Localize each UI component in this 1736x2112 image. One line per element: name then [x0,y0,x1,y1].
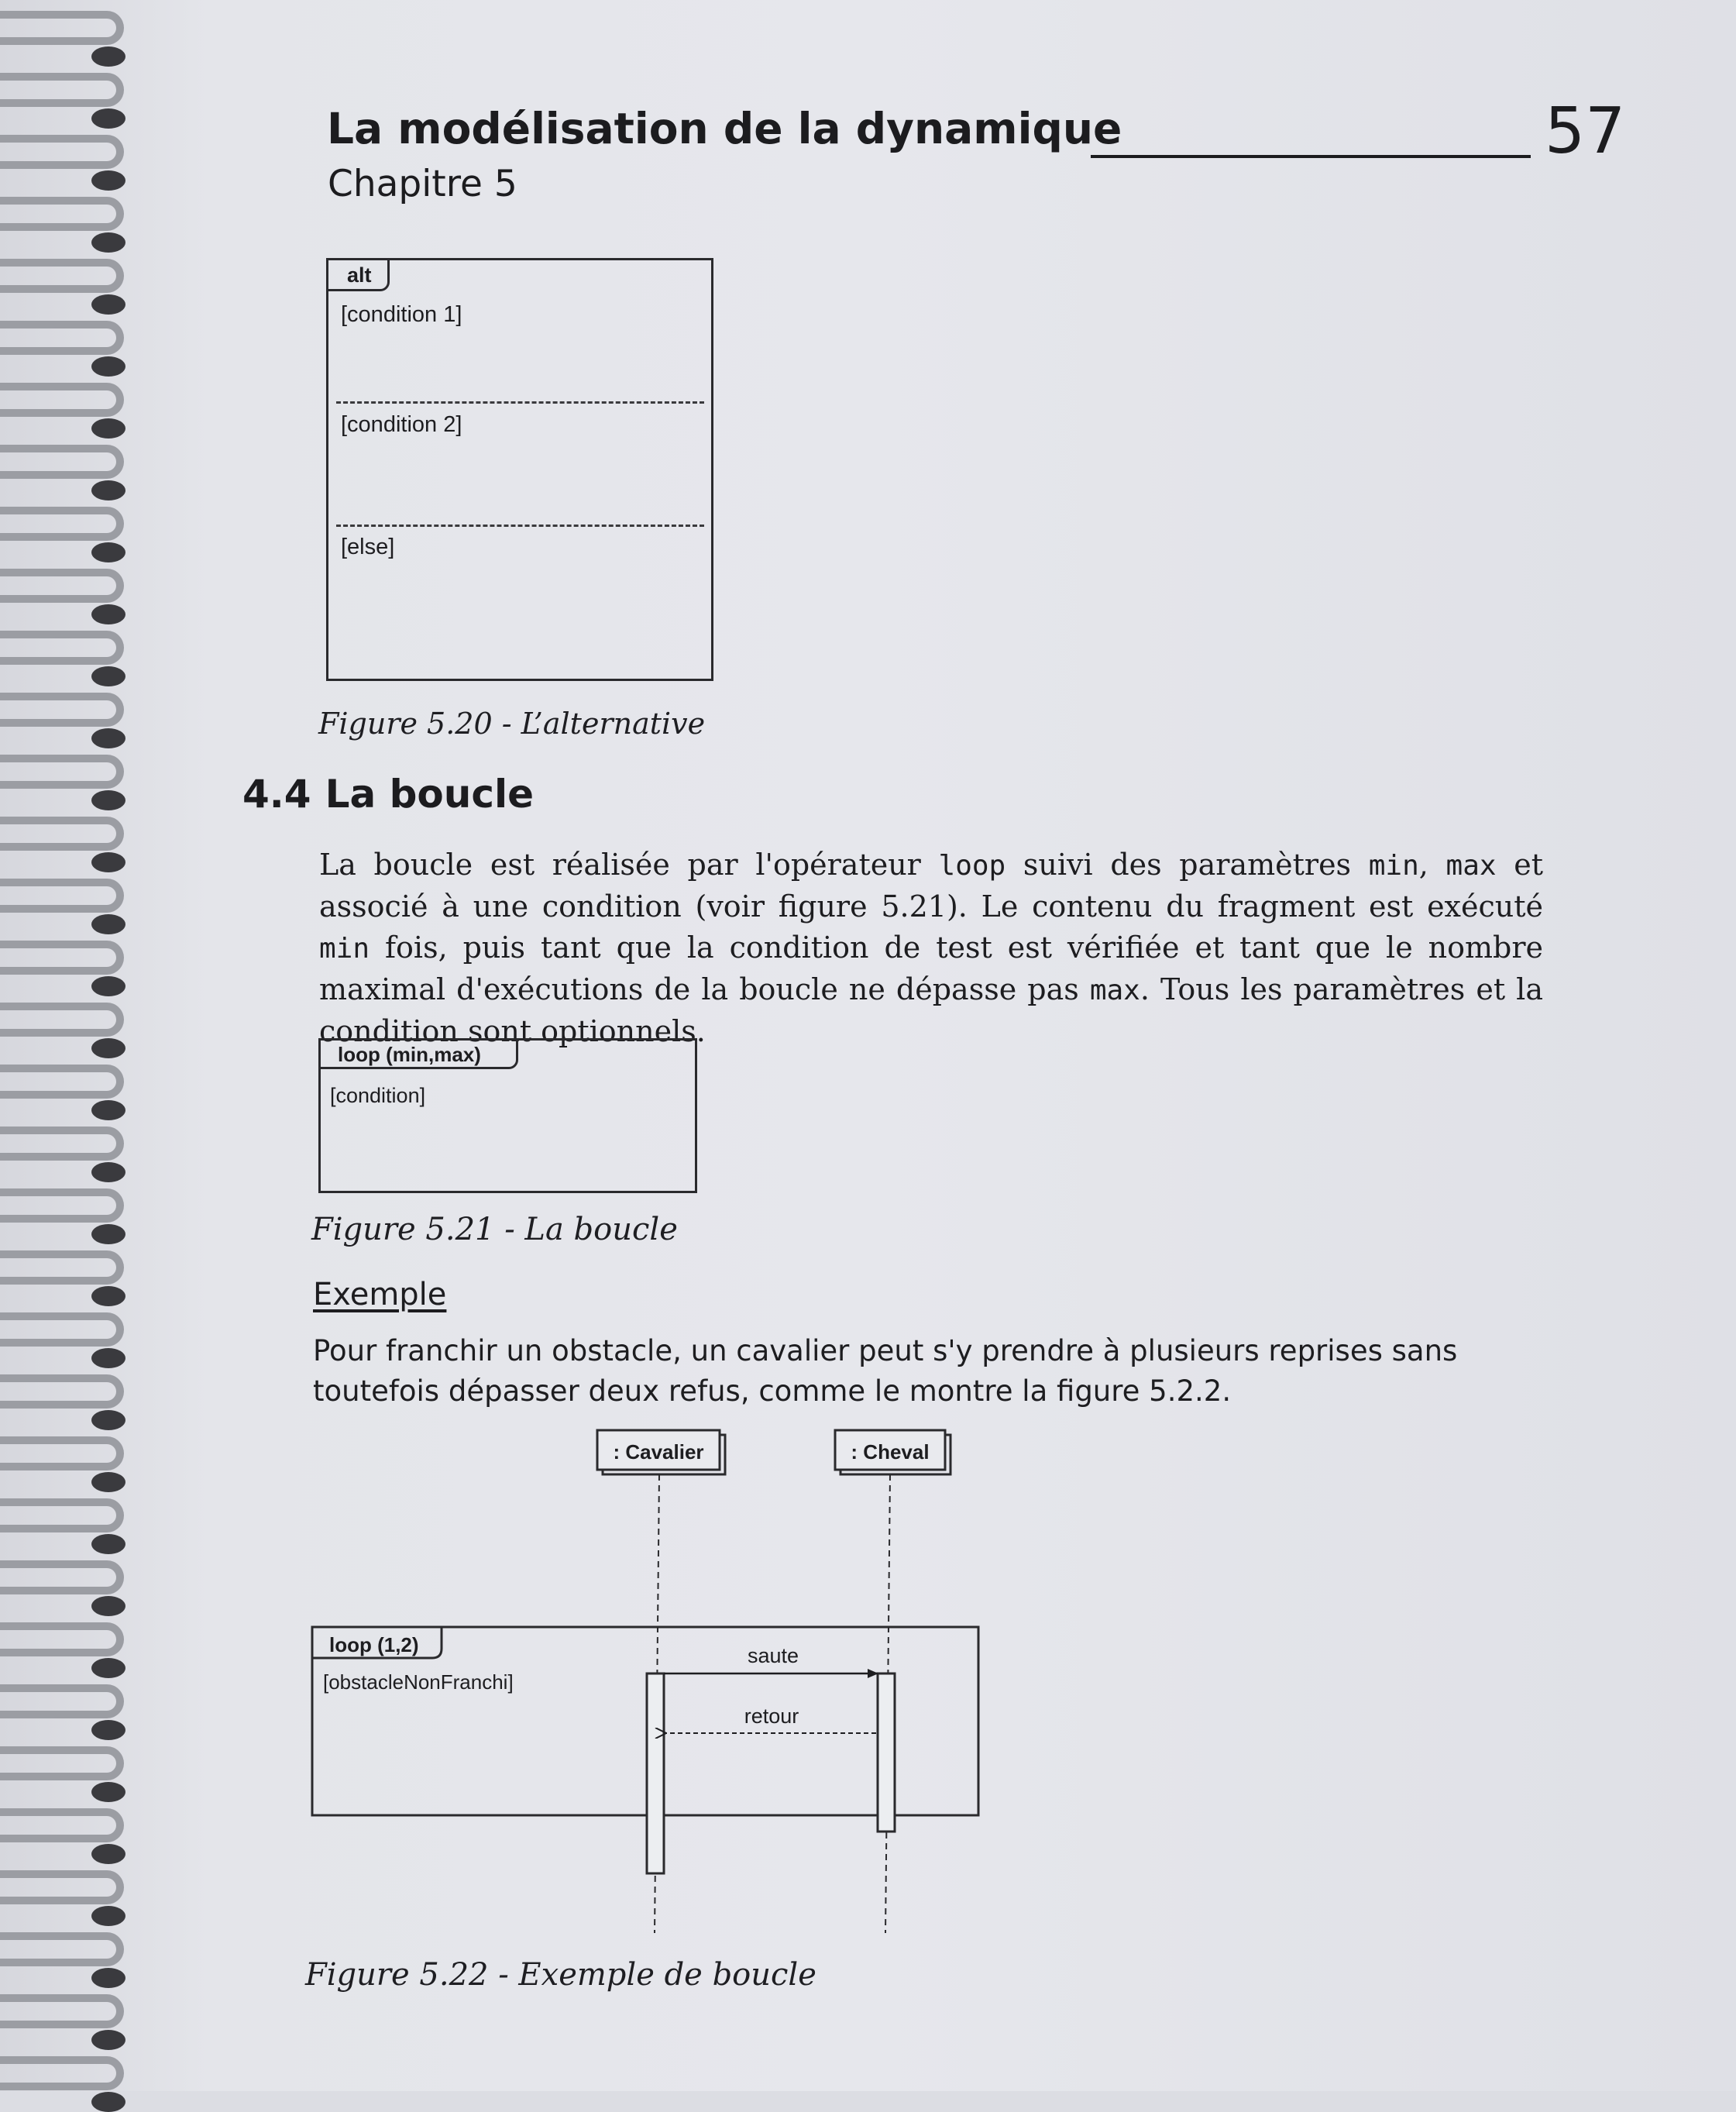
para-text: , [1418,848,1446,882]
code-min: min [1368,850,1419,882]
section-title: La boucle [325,772,535,817]
message-retour-label: retour [744,1704,799,1728]
code-max: max [1089,975,1140,1006]
alt-operator-tab: alt [326,258,390,291]
loop-frame-guard: [obstacleNonFranchi] [323,1670,514,1694]
cheval-activation [878,1673,895,1832]
example-heading: Exemple [313,1277,447,1312]
code-loop: loop [938,850,1006,882]
chapter-label: Chapitre 5 [328,163,517,205]
figure-5-22-caption: Figure 5.22 - Exemple de boucle [305,1957,816,1993]
section-number: 4.4 [242,772,311,817]
para-text: . Tous les paramètres et la condition sont optionnels. [319,972,1543,1048]
alt-guard-2: [condition 2] [341,412,462,437]
message-saute-label: saute [747,1644,799,1667]
example-text: Pour franchir un obstacle, un cavalier peut s'y prendre à plusieurs reprises sans toutefois dépasser deux refus, comme le montre la figure 5.2.2. [313,1334,1458,1408]
para-text: suivi des paramètres [1006,848,1369,882]
loop-operator-tab: loop (min,max) [318,1038,518,1069]
code-max: max [1446,850,1497,882]
loop-frame-operator: loop (1,2) [329,1633,419,1656]
page-number: 57 [1545,95,1626,168]
loop-guard: [condition] [330,1084,426,1107]
alt-guard-3: [else] [341,535,395,559]
binding-hole [91,2092,125,2112]
code-min: min [319,933,370,965]
figure-5-21-caption: Figure 5.21 - La boucle [311,1212,678,1247]
running-title: La modélisation de la dynamique [327,104,1122,153]
para-text: et associé à une condition (voir figure 5.21). Le contenu du fragment est exécuté [319,848,1543,924]
cheval-label: : Cheval [851,1440,930,1464]
cavalier-activation [647,1673,664,1873]
para-text: La boucle est réalisée par l'opérateur [319,848,939,882]
figure-5-20-caption: Figure 5.20 - L’alternative [318,707,706,741]
cavalier-label: : Cavalier [613,1440,704,1464]
para-text: fois, puis tant que la condition de test est vérifiée et tant que le nombre maximal d'exécutions de la boucle ne dépasse pas [319,930,1543,1006]
alt-guard-1: [condition 1] [341,302,462,327]
